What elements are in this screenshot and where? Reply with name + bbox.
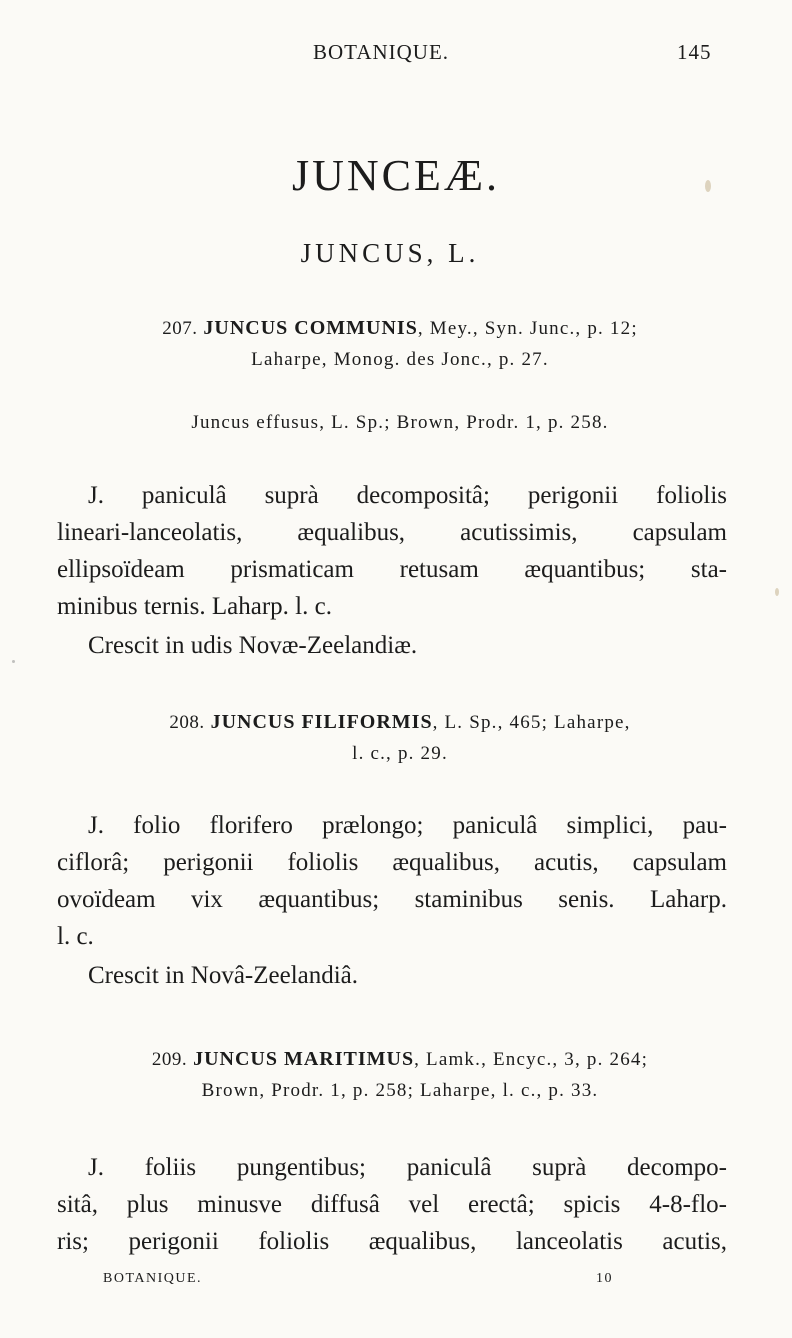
running-head <box>0 40 792 70</box>
species-citation-continued: Brown, Prodr. 1, p. 258; Laharpe, l. c., p. 33. <box>201 1080 599 1101</box>
species-habitat: Crescit in udis Novæ-Zeelandiæ. <box>88 632 418 659</box>
species-synonym: Juncus effusus, L. Sp.; Brown, Prodr. 1, p. 258. <box>191 412 609 433</box>
description-line: J. foliis pungentibus; paniculâ suprà decompo- <box>88 1154 727 1181</box>
description-line: ellipsoïdeam prismaticam retusam æquantibus; sta- <box>57 556 727 583</box>
page-number: 145 <box>677 40 712 64</box>
footer-sheet-number: 10 <box>596 1271 613 1286</box>
description-line: J. folio florifero prælongo; paniculâ simplici, pau- <box>88 812 727 839</box>
species-heading-209 <box>60 1044 740 1106</box>
species-citation: , L. Sp., 465; Laharpe, <box>432 712 631 733</box>
species-number: 209. <box>151 1049 188 1070</box>
description-line: l. c. <box>57 923 94 950</box>
species-name: JUNCUS COMMUNIS <box>203 317 418 339</box>
species-description-207 <box>57 477 727 625</box>
species-citation-continued: Laharpe, Monog. des Jonc., p. 27. <box>251 349 549 370</box>
family-heading: JUNCEÆ. <box>291 151 501 200</box>
description-line: lineari-lanceolatis, æqualibus, acutissimis, capsulam <box>57 519 727 546</box>
paper-speck <box>12 660 15 663</box>
description-line: ris; perigonii foliolis æqualibus, lanceolatis acutis, <box>57 1228 727 1255</box>
species-citation-continued: l. c., p. 29. <box>352 743 448 764</box>
description-line: minibus ternis. Laharp. l. c. <box>57 593 332 620</box>
species-habitat: Crescit in Novâ-Zeelandiâ. <box>88 962 359 989</box>
species-name: JUNCUS MARITIMUS <box>193 1048 415 1070</box>
species-heading-208 <box>60 707 740 769</box>
footer-signature: BOTANIQUE. <box>103 1271 203 1286</box>
species-citation: , Mey., Syn. Junc., p. 12; <box>417 318 638 339</box>
description-line: ovoïdeam vix æquantibus; staminibus senis. Laharp. <box>57 886 727 913</box>
running-head-title: BOTANIQUE. <box>313 40 450 64</box>
description-line: sitâ, plus minusve diffusâ vel erectâ; spicis 4-8-flo- <box>57 1191 727 1218</box>
species-description-208 <box>57 807 727 955</box>
page-footer <box>0 1271 792 1295</box>
description-line: ciflorâ; perigonii foliolis æqualibus, acutis, capsulam <box>57 849 727 876</box>
species-description-209 <box>57 1149 727 1260</box>
species-citation: , Lamk., Encyc., 3, p. 264; <box>414 1049 649 1070</box>
paper-speck <box>705 180 711 192</box>
genus-heading: JUNCUS, L. <box>300 238 480 268</box>
species-heading-207 <box>60 313 740 375</box>
species-name: JUNCUS FILIFORMIS <box>210 711 433 733</box>
paper-speck <box>775 588 779 596</box>
species-number: 208. <box>169 712 205 733</box>
description-line: J. paniculâ suprà decompositâ; perigonii foliolis <box>88 482 727 509</box>
species-number: 207. <box>162 318 198 339</box>
